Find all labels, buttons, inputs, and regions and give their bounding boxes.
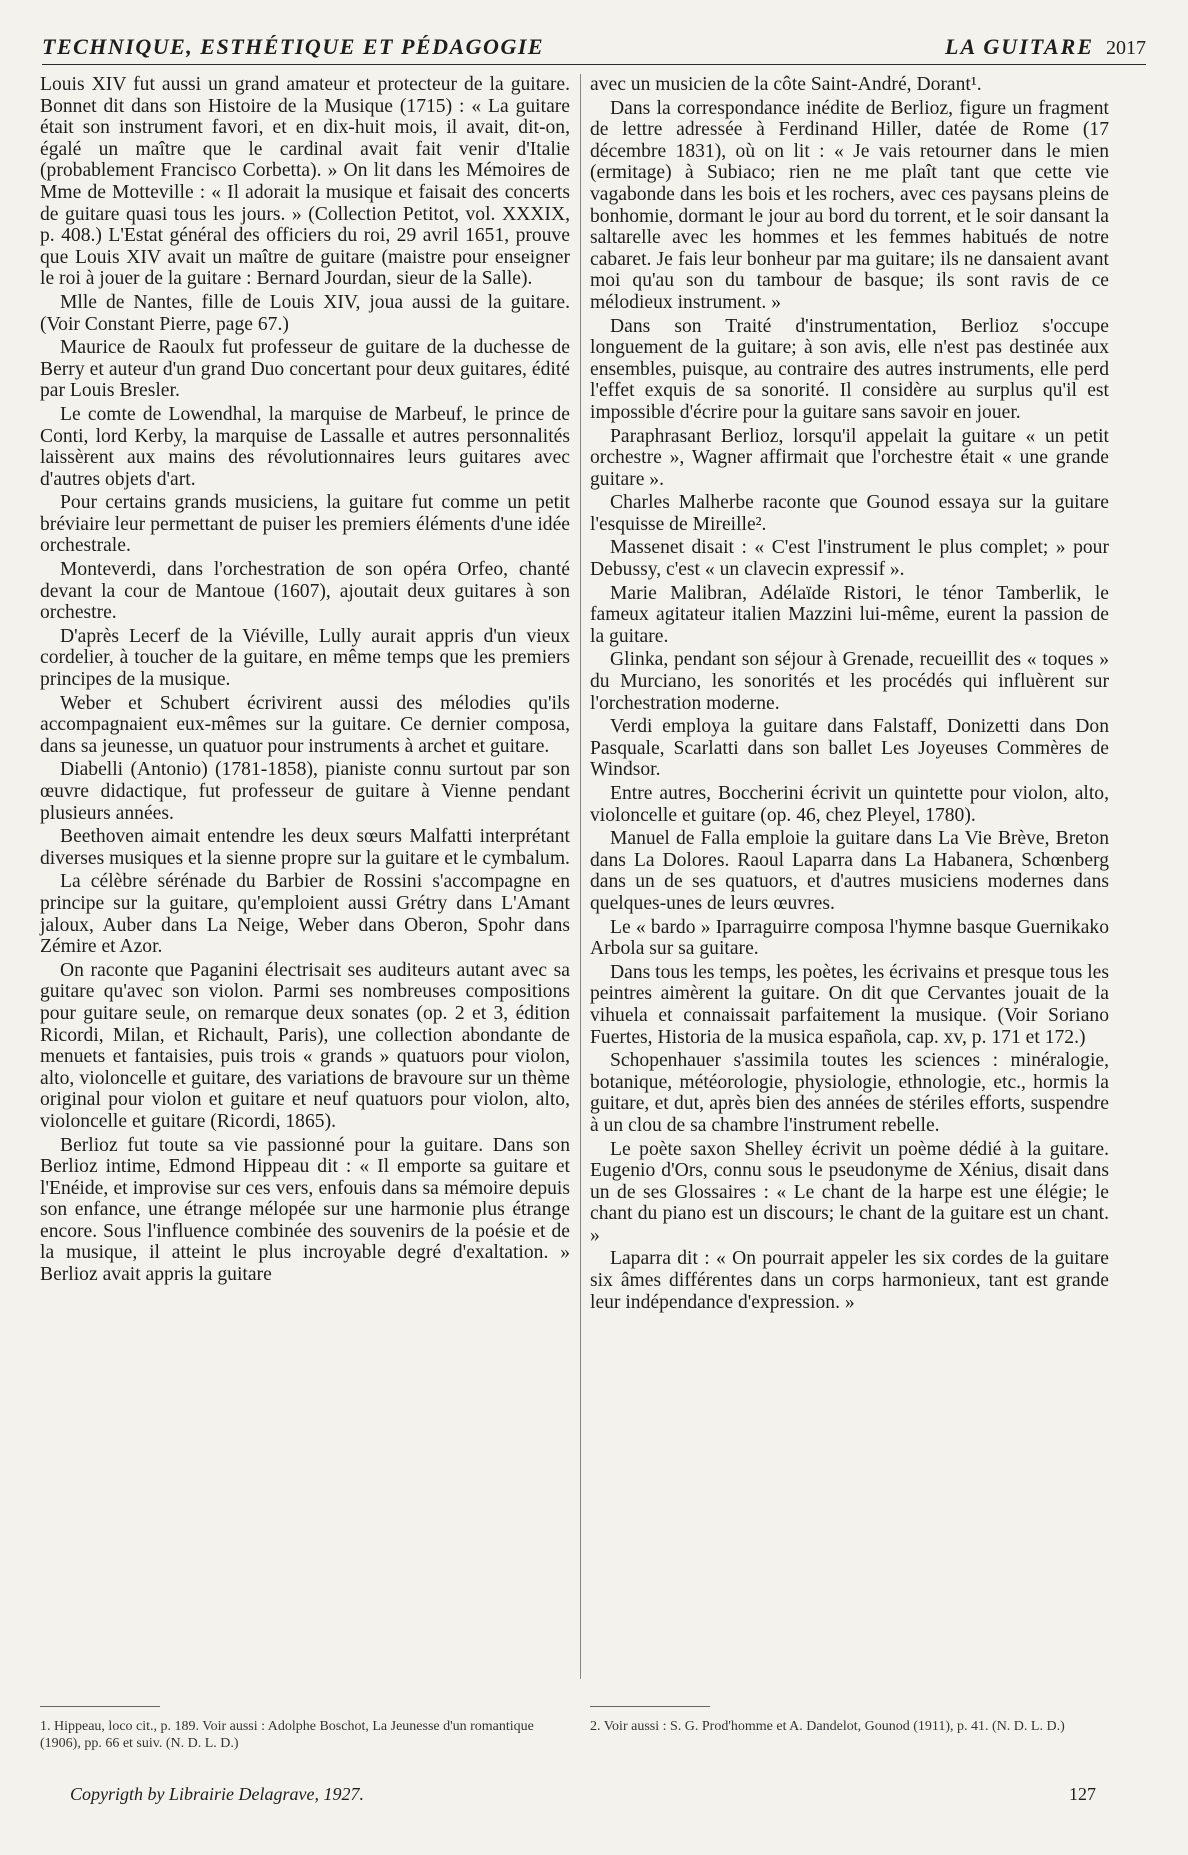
paragraph: Diabelli (Antonio) (1781-1858), pianiste connu surtout par son œuvre didactique, fut professeur de guitare à Vienne pendant plusieurs années. — [40, 759, 570, 824]
paragraph: Paraphrasant Berlioz, lorsqu'il appelait la guitare « un petit orchestre », Wagner affirmait que l'orchestre était « une grande guitare ». — [590, 425, 1109, 490]
paragraph: Le « bardo » Iparraguirre composa l'hymne basque Guernikako Arbola sur sa guitare. — [590, 916, 1109, 960]
paragraph: Entre autres, Boccherini écrivit un quintette pour violon, alto, violoncelle et guitare (op. 46, chez Pleyel, 1780). — [590, 783, 1109, 826]
paragraph: Louis XIV fut aussi un grand amateur et protecteur de la guitare. Bonnet dit dans son Histoire de la Musique (1715) : « La guitare était son instrument favori, et en dix-huit mois, il avait, dit-on, égalé un maître que le cardinal avait fait venir d'Italie (probablement Francisco Corbetta). » On lit dans les Mémoires de Mme de Motteville : « Il adorait la musique et faisait des concerts de guitare quasi tous les jours. » (Collection Petitot, vol. XXXIX, p. 408.) L'Estat général des officiers du roi, 29 avril 1651, prouve que Louis XIV avait un maître de guitare (maistre pour enseigner le roi à jouer de la guitare : Bernard Jourdan, sieur de la Salle). — [40, 74, 570, 290]
running-header — [42, 34, 1146, 65]
paragraph: Marie Malibran, Adélaïde Ristori, le ténor Tamberlik, le fameux agitateur italien Mazzini lui-même, eurent la passion de la guitare. — [590, 582, 1109, 647]
paragraph: Dans son Traité d'instrumentation, Berlioz s'occupe longuement de la guitare; à son avis, elle n'est pas destinée aux ensembles, puisque, au contraire des autres instruments, elle perd l'effet exquis de sa sonorité. Il considère au surplus qu'il est impossible d'écrire pour la guitare sans savoir en jouer. — [590, 315, 1109, 423]
paragraph: Manuel de Falla emploie la guitare dans La Vie Brève, Breton dans La Dolores. Raoul Laparra dans La Habanera, Schœnberg dans un de ses quatuors, et d'autres musiciens modernes dans quelques-unes de leurs œuvres. — [590, 828, 1109, 914]
footnote-left: 1. Hippeau, loco cit., p. 189. Voir aussi : Adolphe Boschot, La Jeunesse d'un romantique (1906), pp. 66 et suiv. (N. D. L. D.) — [40, 1719, 534, 1751]
folio-number: 127 — [1069, 1784, 1096, 1804]
paragraph: Dans tous les temps, les poètes, les écrivains et presque tous les peintres aimèrent la guitare. On dit que Cervantes jouait de la vihuela et connaissait parfaitement la musique. (Voir Soriano Fuertes, Historia de la musica española, cap. xv, p. 171 et 172.) — [590, 961, 1109, 1048]
paragraph: avec un musicien de la côte Saint-André, Dorant¹. — [590, 74, 982, 95]
paragraph: Berlioz fut toute sa vie passionné pour la guitare. Dans son Berlioz intime, Edmond Hippeau dit : « Il emporte sa guitare et l'Enéide, et improvise sur ces vers, enfouis dans sa mémoire depuis son enfance, une étrange mélopée sur une harmonie plus étrange encore. Sous l'influence combinée des souvenirs de la poésie et de la musique, il atteint le plus incroyable degré d'exaltation. » Berlioz avait appris la guitare — [40, 1134, 570, 1286]
footnote-right: 2. Voir aussi : S. G. Prod'homme et A. Dandelot, Gounod (1911), p. 41. (N. D. L. D.) — [590, 1719, 1065, 1734]
footnote-rule-left — [40, 1706, 160, 1707]
paragraph: Monteverdi, dans l'orchestration de son opéra Orfeo, chanté devant la cour de Mantoue (1607), ajoutait deux guitares à son orchestre. — [40, 559, 570, 624]
paragraph: Dans la correspondance inédite de Berlioz, figure un fragment de lettre adressée à Ferdinand Hiller, datée de Rome (17 décembre 1831), où on lit : « Je vais retourner dans le mien (ermitage) à Subiaco; rien ne me plaît tant que cette vie vagabonde dans les bois et les rochers, avec ces paysans pleins de bonhomie, dormant le jour au bord du torrent, et le soir dansant la saltarelle avec les hommes et les femmes habitués de notre cabaret. Je fais leur bonheur par ma guitare; ils ne dansaient avant moi qu'au son du tambour de basque; ils sont ravis de ce mélodieux instrument. » — [590, 97, 1109, 313]
paragraph: La célèbre sérénade du Barbier de Rossini s'accompagne en principe sur la guitare, qu'emploient aussi Grétry dans L'Amant jaloux, Auber dans La Neige, Weber dans Oberon, Spohr dans Zémire et Azor. — [40, 871, 570, 958]
header-book-title: LA GUITARE — [945, 34, 1094, 59]
paragraph: On raconte que Paganini électrisait ses auditeurs autant avec sa guitare qu'avec son violon. Parmi ses nombreuses compositions pour guitare seule, on remarque deux sonates (op. 2 et 3, édition Ricordi, Milan, et Richault, Paris), une collection abondante de menuets et fantaisies, puis trois « grands » quatuors pour violon, alto, violoncelle et guitare, des variations de bravoure sur un thème original pour violon et guitare et neuf quatuors pour violon, alto, violoncelle et guitare (Ricordi, 1865). — [40, 959, 570, 1132]
paragraph: Verdi employa la guitare dans Falstaff, Donizetti dans Don Pasquale, Scarlatti dans son ballet Les Joyeuses Commères de Windsor. — [590, 716, 1109, 781]
right-column — [590, 74, 1109, 1315]
copyright-line: Copyrigth by Librairie Delagrave, 1927. — [70, 1784, 364, 1804]
paragraph: D'après Lecerf de la Viéville, Lully aurait appris d'un vieux cordelier, à toucher de la guitare, en même temps que les premiers principes de la musique. — [40, 625, 570, 691]
column-divider — [580, 74, 581, 1679]
paragraph: Le comte de Lowendhal, la marquise de Marbeuf, le prince de Conti, lord Kerby, la marquise de Lassalle et autres personnalités laissèrent aux mains des révolutionnaires leurs guitares avec d'autres objets d'art. — [40, 403, 570, 490]
paragraph: Mlle de Nantes, fille de Louis XIV, joua aussi de la guitare. (Voir Constant Pierre, page 67.) — [40, 291, 570, 335]
paragraph: Beethoven aimait entendre les deux sœurs Malfatti interprétant diverses musiques et la sienne propre sur la guitare et le cymbalum. — [40, 826, 570, 869]
paragraph: Weber et Schubert écrivirent aussi des mélodies qu'ils accompagnaient eux-mêmes sur la guitare. Ce dernier composa, dans sa jeunesse, un quatuor pour instruments à archet et guitare. — [40, 692, 570, 757]
header-page-number: 2017 — [1106, 37, 1146, 59]
paragraph: Laparra dit : « On pourrait appeler les six cordes de la guitare six âmes différentes dans un corps harmonieux, tant est grande leur indépendance d'expression. » — [590, 1248, 1109, 1313]
left-column — [40, 74, 570, 1288]
page-footer — [40, 1784, 1146, 1805]
paragraph: Schopenhauer s'assimila toutes les sciences : minéralogie, botanique, météorologie, physiologie, ethnologie, etc., hormis la guitare, et dut, après bien des années de stériles efforts, suspendre à un clou de sa chambre l'instrument rebelle. — [590, 1050, 1109, 1136]
paragraph: Massenet disait : « C'est l'instrument le plus complet; » pour Debussy, c'est « un clavecin expressif ». — [590, 537, 1109, 581]
paragraph: Pour certains grands musiciens, la guitare fut comme un petit bréviaire leur permettant de puiser les premiers éléments d'une idée orchestrale. — [40, 492, 570, 557]
paragraph: Maurice de Raoulx fut professeur de guitare de la duchesse de Berry et auteur d'un grand Duo concertant pour deux guitares, édité par Louis Bresler. — [40, 337, 570, 402]
footnote-rule-right — [590, 1706, 710, 1707]
paragraph: Le poète saxon Shelley écrivit un poème dédié à la guitare. Eugenio d'Ors, connu sous le pseudonyme de Xénius, disait dans un de ses Glossaires : « Le chant de la harpe est une élégie; le chant du piano est un discours; le chant de la guitare est un chant. » — [590, 1138, 1109, 1246]
paragraph: Charles Malherbe raconte que Gounod essaya sur la guitare l'esquisse de Mireille². — [590, 492, 1109, 535]
paragraph: Glinka, pendant son séjour à Grenade, recueillit des « toques » du Murciano, les sonorités et les procédés qui influèrent sur l'orchestration moderne. — [590, 649, 1109, 714]
header-section-title: TECHNIQUE, ESTHÉTIQUE ET PÉDAGOGIE — [42, 34, 545, 59]
